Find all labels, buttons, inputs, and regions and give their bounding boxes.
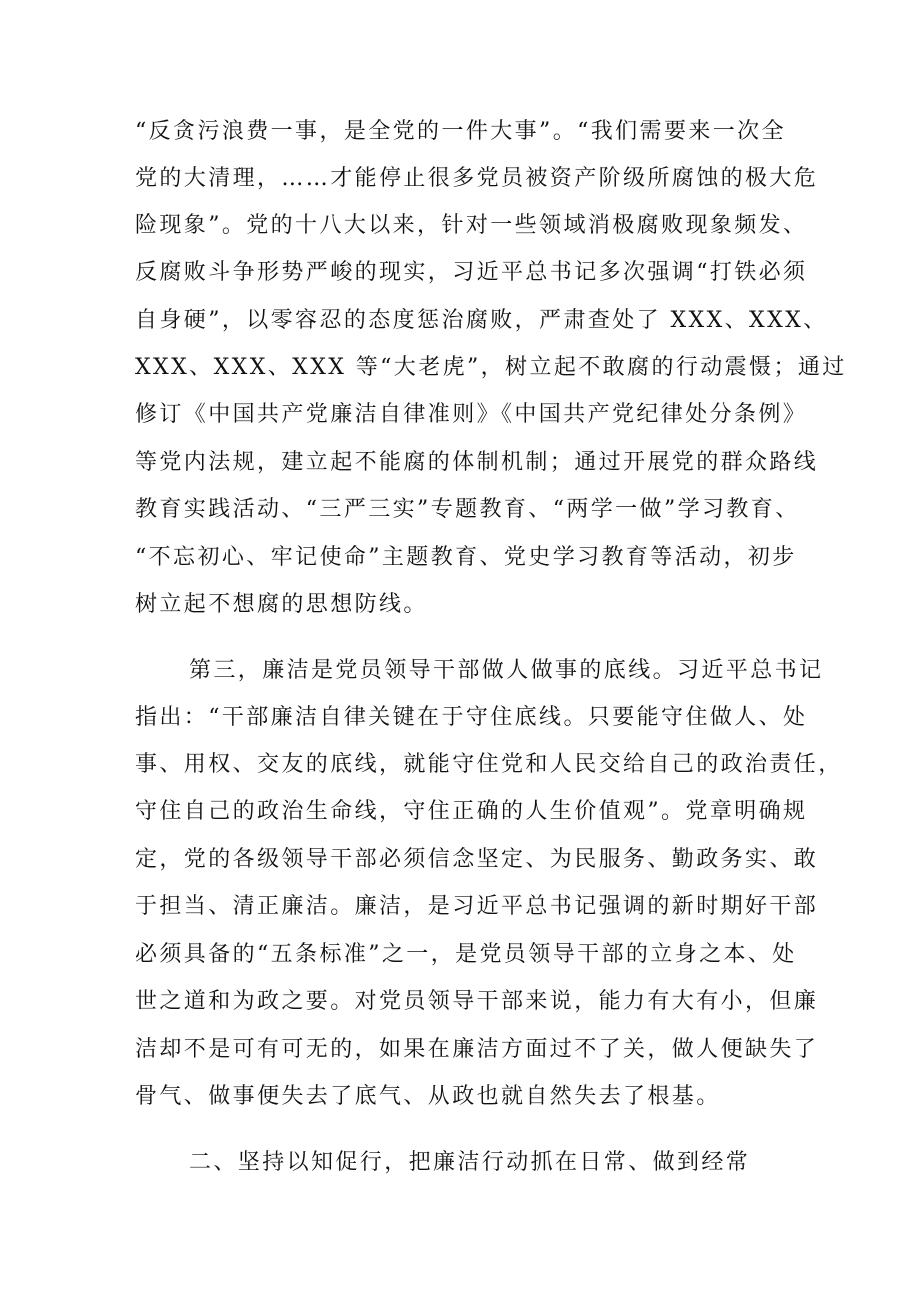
text-line: 于担当、清正廉洁。廉洁，是习近平总书记强调的新时期好干部 (135, 894, 819, 919)
text-line: “反贪污浪费一事，是全党的一件大事”。“我们需要来一次全 (135, 119, 786, 144)
text-line: 自身硬”，以零容忍的态度惩治腐败，严肃查处了 XXX、XXX、 (135, 308, 828, 333)
text-line: 险现象”。党的十八大以来，针对一些领域消极腐败现象频发、 (135, 213, 808, 238)
text-line: 修订《中国共产党廉洁自律准则》《中国共产党纪律处分条例》 (135, 402, 808, 427)
text-line: 第三，廉洁是党员领导干部做人做事的底线。习近平总书记 (189, 658, 824, 683)
text-line: 定，党的各级领导干部必须信念坚定、为民服务、勤政务实、敢 (135, 847, 819, 872)
text-line: 树立起不想腐的思想防线。 (135, 592, 428, 617)
heading-line: 二、坚持以知促行，把廉洁行动抓在日常、做到经常 (189, 1150, 751, 1175)
text-line: 反腐败斗争形势严峻的现实，习近平总书记多次强调“打铁必须 (135, 260, 808, 285)
text-line: XXX、XXX、XXX 等“大老虎”，树立起不敢腐的行动震慑；通过 (135, 355, 847, 380)
text-line: 世之道和为政之要。对党员领导干部来说，能力有大有小，但廉 (135, 989, 819, 1014)
text-line: 等党内法规，建立起不能腐的体制机制；通过开展党的群众路线 (135, 450, 819, 475)
text-line: 党的大清理，……才能停止很多党员被资产阶级所腐蚀的极大危 (135, 166, 819, 191)
text-line: 教育实践活动、“三严三实”专题教育、“两学一做”学习教育、 (135, 497, 800, 522)
text-line: 洁却不是可有可无的，如果在廉洁方面过不了关，做人便缺失了 (135, 1037, 819, 1062)
text-line: 事、用权、交友的底线，就能守住党和人民交给自己的政治责任， (135, 752, 843, 777)
text-line: 守住自己的政治生命线，守住正确的人生价值观”。党章明确规 (135, 799, 808, 824)
text-line: 必须具备的“五条标准”之一，是党员领导干部的立身之本、处 (135, 942, 797, 967)
text-line: 指出：“干部廉洁自律关键在于守住底线。只要能守住做人、处 (135, 705, 808, 730)
text-line: 骨气、做事便失去了底气、从政也就自然失去了根基。 (135, 1084, 721, 1109)
text-line: “不忘初心、牢记使命”主题教育、党史学习教育等活动，初步 (135, 545, 797, 570)
